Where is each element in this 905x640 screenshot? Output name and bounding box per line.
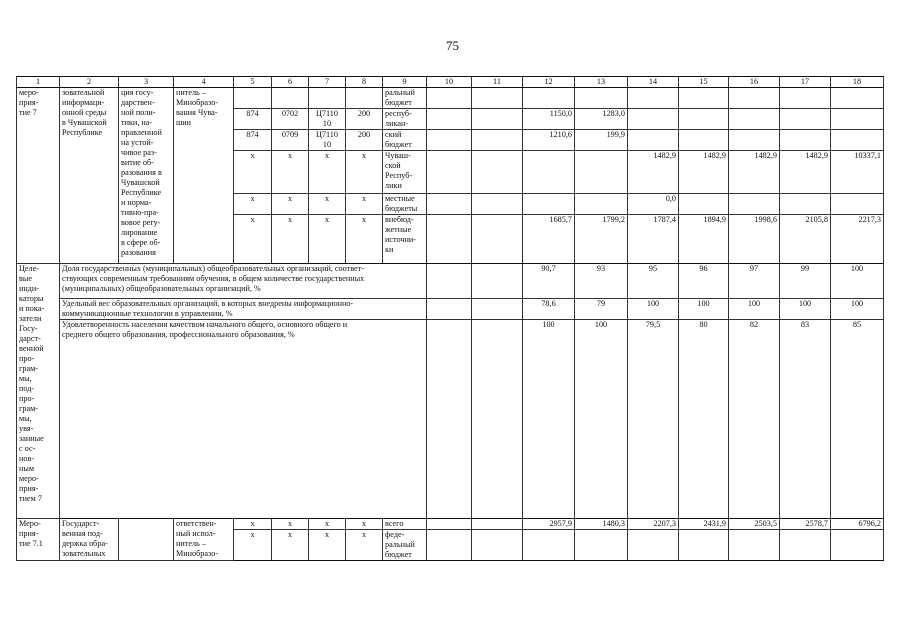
budget-code: x — [272, 530, 309, 561]
table-cell-empty — [472, 530, 523, 561]
amount-cell: 1482,9 — [729, 151, 780, 194]
table-cell-empty — [472, 194, 523, 215]
budget-code — [234, 88, 272, 109]
amount-cell — [679, 194, 729, 215]
column-header: 3 — [119, 77, 174, 88]
column-header: 18 — [831, 77, 884, 88]
executor: ответствен- ный испол- нитель – Минобразо- — [174, 519, 234, 561]
column-header: 6 — [272, 77, 309, 88]
amount-cell — [729, 530, 780, 561]
indicator-value: 82 — [729, 320, 780, 519]
amount-cell: 1150,0 — [523, 109, 575, 130]
funding-source: феде- ральный бюджет — [383, 530, 427, 561]
budget-code: 200 — [346, 130, 383, 151]
amount-cell — [679, 109, 729, 130]
budget-code: x — [234, 194, 272, 215]
indicator-row — [17, 320, 884, 519]
amount-cell — [523, 194, 575, 215]
amount-cell — [831, 109, 884, 130]
amount-cell — [780, 109, 831, 130]
column-header: 9 — [383, 77, 427, 88]
indicator-value: 96 — [679, 264, 729, 299]
funding-source: ский бюджет — [383, 130, 427, 151]
budget-code: Ц7110 10 — [309, 109, 346, 130]
budget-code: 874 — [234, 130, 272, 151]
column-header: 7 — [309, 77, 346, 88]
budget-code: x — [272, 215, 309, 264]
table-row — [17, 519, 884, 530]
amount-cell — [780, 530, 831, 561]
table-cell-empty — [472, 130, 523, 151]
budget-code: x — [309, 215, 346, 264]
column-header: 11 — [472, 77, 523, 88]
column-header: 4 — [174, 77, 234, 88]
event-name: Государст- венная под- держка обра- зовательных — [60, 519, 119, 561]
amount-cell: 2431,9 — [679, 519, 729, 530]
amount-cell — [831, 194, 884, 215]
budget-code: 0709 — [272, 130, 309, 151]
budget-code: 874 — [234, 109, 272, 130]
indicator-value: 79 — [575, 299, 628, 320]
indicator-text: Доля государственных (муниципальных) общеобразовательных организаций, соответ- ствующих современным требованиям обучения, в общем количестве государственных (муниципальных) общеобразовательных организаций, % — [60, 264, 427, 299]
amount-cell: 2207,3 — [628, 519, 679, 530]
amount-cell — [575, 151, 628, 194]
budget-code — [272, 88, 309, 109]
budget-code: Ц7110 10 — [309, 130, 346, 151]
amount-cell: 1482,9 — [628, 151, 679, 194]
amount-cell — [729, 130, 780, 151]
amount-cell — [729, 194, 780, 215]
indicator-value: 83 — [780, 320, 831, 519]
indicator-row — [17, 299, 884, 320]
budget-code: x — [346, 215, 383, 264]
amount-cell — [729, 109, 780, 130]
amount-cell — [780, 88, 831, 109]
column-header: 14 — [628, 77, 679, 88]
amount-cell — [575, 530, 628, 561]
amount-cell — [831, 130, 884, 151]
amount-cell: 0,0 — [628, 194, 679, 215]
indicator-value: 93 — [575, 264, 628, 299]
budget-code: x — [346, 151, 383, 194]
event-name: зовательной информаци- онной среды в Чувашской Республике — [60, 88, 119, 264]
executor: нитель – Минобразо- вания Чува- шии — [174, 88, 234, 264]
budget-code: x — [309, 151, 346, 194]
budget-code: x — [272, 194, 309, 215]
budget-table — [16, 76, 884, 561]
budget-code: x — [272, 519, 309, 530]
budget-code: 0702 — [272, 109, 309, 130]
page-number: 75 — [446, 38, 459, 53]
table-cell-empty — [427, 151, 472, 194]
table-row — [17, 88, 884, 109]
amount-cell: 1210,6 — [523, 130, 575, 151]
amount-cell — [679, 530, 729, 561]
column-header: 1 — [17, 77, 60, 88]
funding-source: Чуваш- ской Респуб- лики — [383, 151, 427, 194]
table-cell-empty — [427, 109, 472, 130]
indicator-row — [17, 264, 884, 299]
amount-cell — [729, 88, 780, 109]
table-cell-empty — [427, 519, 472, 530]
amount-cell — [628, 109, 679, 130]
amount-cell: 2503,5 — [729, 519, 780, 530]
amount-cell: 10337,1 — [831, 151, 884, 194]
indicator-value: 100 — [523, 320, 575, 519]
table-cell-empty — [427, 194, 472, 215]
indicator-value: 100 — [729, 299, 780, 320]
column-header: 17 — [780, 77, 831, 88]
indicator-value: 79,5 — [628, 320, 679, 519]
amount-cell — [831, 530, 884, 561]
budget-code: x — [234, 519, 272, 530]
column-header: 12 — [523, 77, 575, 88]
budget-code: x — [346, 194, 383, 215]
table-cell-empty — [427, 320, 472, 519]
amount-cell: 2957,9 — [523, 519, 575, 530]
amount-cell — [679, 88, 729, 109]
amount-cell — [523, 530, 575, 561]
table-cell-empty — [427, 299, 472, 320]
table-cell-empty — [472, 519, 523, 530]
amount-cell: 1787,4 — [628, 215, 679, 264]
amount-cell — [523, 151, 575, 194]
amount-cell — [780, 130, 831, 151]
column-header: 5 — [234, 77, 272, 88]
budget-code: 200 — [346, 109, 383, 130]
budget-code: x — [309, 194, 346, 215]
indicator-value: 95 — [628, 264, 679, 299]
amount-cell — [575, 194, 628, 215]
indicator-value: 100 — [679, 299, 729, 320]
amount-cell — [780, 194, 831, 215]
indicators-label: Целе- вые инди- каторы и пока- затели Госу- дарст- венной про- грам- мы, под- про- грам- мы, увя- занные с ос- нов- ным меро- прия- тием 7 — [17, 264, 60, 519]
table-cell-empty — [472, 320, 523, 519]
indicator-value: 99 — [780, 264, 831, 299]
indicator-value: 90,7 — [523, 264, 575, 299]
amount-cell: 199,9 — [575, 130, 628, 151]
budget-code: x — [234, 530, 272, 561]
amount-cell — [523, 88, 575, 109]
event-number: меро- прия- тие 7 — [17, 88, 60, 264]
column-header: 2 — [60, 77, 119, 88]
indicator-value: 85 — [831, 320, 884, 519]
amount-cell — [628, 530, 679, 561]
indicator-value: 97 — [729, 264, 780, 299]
amount-cell: 1685,7 — [523, 215, 575, 264]
indicator-value: 100 — [628, 299, 679, 320]
amount-cell — [679, 130, 729, 151]
indicator-value: 78,6 — [523, 299, 575, 320]
column-header: 10 — [427, 77, 472, 88]
column-header: 16 — [729, 77, 780, 88]
amount-cell: 1482,9 — [679, 151, 729, 194]
header-row — [17, 77, 884, 88]
table-cell-empty — [472, 109, 523, 130]
column-header: 15 — [679, 77, 729, 88]
table-cell-empty — [427, 530, 472, 561]
budget-code: x — [234, 215, 272, 264]
indicator-value: 80 — [679, 320, 729, 519]
amount-cell — [628, 88, 679, 109]
budget-code: x — [309, 530, 346, 561]
budget-code — [309, 88, 346, 109]
budget-code: x — [346, 530, 383, 561]
amount-cell: 2217,3 — [831, 215, 884, 264]
amount-cell: 1283,0 — [575, 109, 628, 130]
funding-source: местные бюджеты — [383, 194, 427, 215]
table-cell-empty — [472, 88, 523, 109]
table-cell-empty — [472, 299, 523, 320]
amount-cell: 1482,9 — [780, 151, 831, 194]
budget-code: x — [346, 519, 383, 530]
amount-cell: 2578,7 — [780, 519, 831, 530]
amount-cell: 1894,9 — [679, 215, 729, 264]
budget-code: x — [309, 519, 346, 530]
amount-cell: 1998,6 — [729, 215, 780, 264]
indicator-value: 100 — [831, 299, 884, 320]
amount-cell: 1799,2 — [575, 215, 628, 264]
amount-cell — [575, 88, 628, 109]
table-cell-empty — [472, 151, 523, 194]
budget-code: x — [234, 151, 272, 194]
table-cell-empty — [427, 215, 472, 264]
column-header: 8 — [346, 77, 383, 88]
indicator-text: Удельный вес образовательных организаций, в которых внедрены информационно- коммуникационные технологии в управлении, % — [60, 299, 427, 320]
budget-code — [346, 88, 383, 109]
funding-source: внебюд- жетные источни- ки — [383, 215, 427, 264]
indicator-value: 100 — [780, 299, 831, 320]
indicator-text: Удовлетворенность населения качеством начального общего, основного общего и среднего общего образования, профессионального образования, % — [60, 320, 427, 519]
budget-code: x — [272, 151, 309, 194]
indicator-value: 100 — [575, 320, 628, 519]
program-description: ция госу- дарствен- ной поли- тики, на- правленной на устой- чивое раз- витие об- разования в Чувашской Республике и норма- тивно-пра- вовое регу- лирование в сфере об- разования — [119, 88, 174, 264]
funding-source: респуб- ликан- — [383, 109, 427, 130]
program-description — [119, 519, 174, 561]
amount-cell — [628, 130, 679, 151]
funding-source: ральный бюджет — [383, 88, 427, 109]
table-cell-empty — [427, 130, 472, 151]
table-cell-empty — [427, 88, 472, 109]
table-cell-empty — [472, 264, 523, 299]
table-cell-empty — [427, 264, 472, 299]
event-number: Меро- прия- тие 7.1 — [17, 519, 60, 561]
indicator-value: 100 — [831, 264, 884, 299]
funding-source: всего — [383, 519, 427, 530]
table-cell-empty — [472, 215, 523, 264]
amount-cell: 6796,2 — [831, 519, 884, 530]
amount-cell — [831, 88, 884, 109]
amount-cell: 2105,8 — [780, 215, 831, 264]
amount-cell: 1480,3 — [575, 519, 628, 530]
column-header: 13 — [575, 77, 628, 88]
